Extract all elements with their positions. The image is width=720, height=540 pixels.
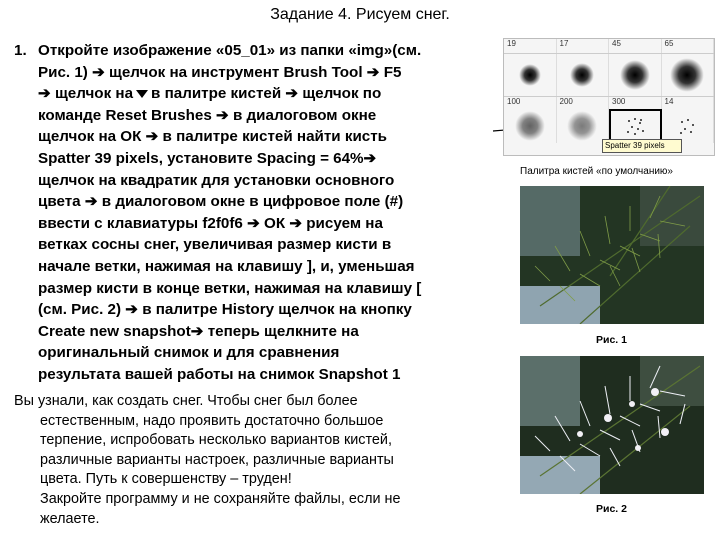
step-line: ввести с клавиатуры f2f0f6 ➔ ОК ➔ рисуем на <box>38 214 383 232</box>
brush-tooltip: Spatter 39 pixels <box>602 139 682 153</box>
step-line: Откройте изображение «05_01» из папки «img»(см. <box>38 42 422 59</box>
step-line: результата вашей работы на снимок Snapshot 1 <box>38 365 401 383</box>
step-line: щелчок на ОК ➔ в палитре кистей найти кисть <box>38 128 388 146</box>
page-title: Задание 4. Рисуем снег. <box>270 6 450 23</box>
brush-size-label: 19 <box>504 39 557 53</box>
brush-size-label: 45 <box>609 39 662 53</box>
brush-preset[interactable] <box>504 54 557 96</box>
outro-line: желаете. <box>40 510 100 527</box>
brush-preset[interactable] <box>557 54 610 96</box>
step-line: размер кисти в конце ветки, нажимая на клавишу [ <box>38 279 422 297</box>
brush-preset[interactable] <box>504 109 557 143</box>
step-line: (см. Рис. 2) ➔ в палитре History щелчок на кнопку <box>38 301 412 319</box>
step-line: начале ветки, нажимая на клавишу ], и, уменьшая <box>38 257 415 275</box>
spatter-brush-icon <box>625 116 645 136</box>
step-line: цвета ➔ в диалоговом окне в цифровое поле (#) <box>38 193 404 211</box>
spatter-brush-icon <box>677 116 697 136</box>
brush-size-label: 300 <box>609 97 662 109</box>
brush-preset[interactable] <box>662 109 715 143</box>
outro-line: естественным, надо проявить достаточно большое <box>40 412 384 429</box>
step-line: команде Reset Brushes ➔ в диалоговом окне <box>38 106 377 124</box>
brush-preset[interactable] <box>557 109 610 143</box>
step-line: щелчок на квадратик для установки основного <box>38 171 395 189</box>
brush-size-label: 14 <box>662 97 715 109</box>
outro-line: терпение, испробовать несколько вариантов кистей, <box>40 432 392 449</box>
step-number: 1. <box>14 42 27 59</box>
brush-size-label: 17 <box>557 39 610 53</box>
brush-size-label: 100 <box>504 97 557 109</box>
brush-palette <box>503 38 715 156</box>
step-line: оригинальный снимок и для сравнения <box>38 344 340 362</box>
step-line: Spatter 39 pixels, установите Spacing = 64%➔ <box>38 149 377 167</box>
brush-preset-selected[interactable] <box>609 109 662 143</box>
outro-line: цвета. Путь к совершенству – труден! <box>40 471 292 488</box>
step-line-part: в палитре кистей ➔ щелчок по <box>151 85 382 103</box>
step-line-part: ➔ щелчок на <box>38 85 134 103</box>
outro-line: Вы узнали, как создать снег. Чтобы снег был более <box>14 393 358 409</box>
brush-preset[interactable] <box>609 54 662 96</box>
step-line: ветках сосны снег, увеличивая размер кисти в <box>38 236 392 254</box>
palette-caption: Палитра кистей «по умолчанию» <box>520 166 673 177</box>
figure-2-caption: Рис. 2 <box>596 503 627 515</box>
step-line: Рис. 1) ➔ щелчок на инструмент Brush Tool ➔ F5 <box>38 63 402 81</box>
figure-1-image <box>520 186 704 324</box>
outro-line: Закройте программу и не сохраняйте файлы, если не <box>40 490 401 507</box>
figure-1-caption: Рис. 1 <box>596 334 627 346</box>
brush-size-label: 65 <box>662 39 715 53</box>
brush-size-label: 200 <box>557 97 610 109</box>
brush-preset[interactable] <box>662 54 715 96</box>
figure-2-image <box>520 356 704 494</box>
outro-line: различные варианты настроек, различные варианты <box>40 451 394 468</box>
step-line: Create new snapshot➔ теперь щелкните на <box>38 322 359 340</box>
